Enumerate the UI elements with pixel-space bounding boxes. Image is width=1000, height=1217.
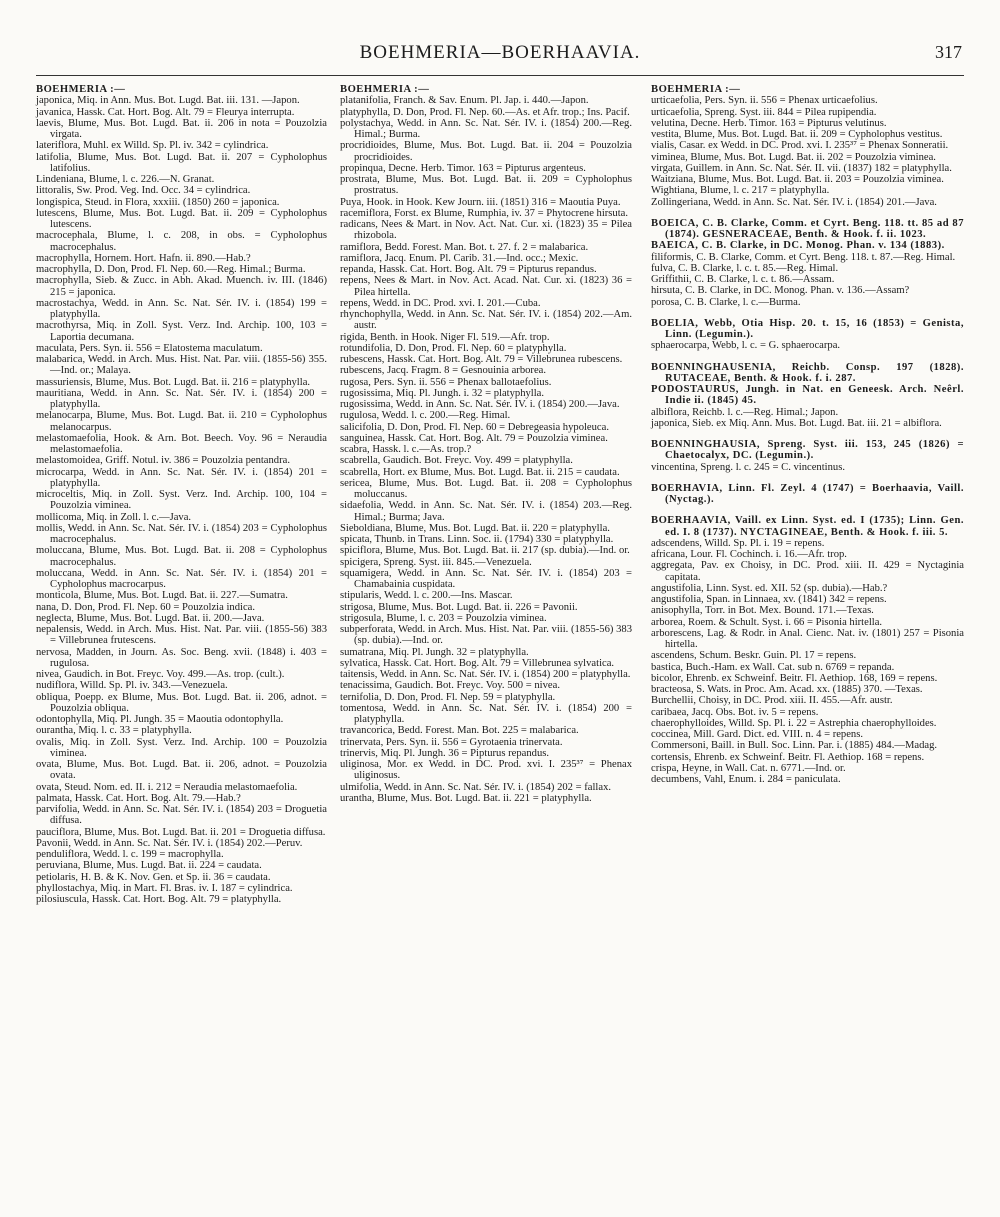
dictionary-entry: BOEHMERIA :— bbox=[340, 84, 430, 95]
dictionary-entry: bicolor, Ehrenb. ex Schweinf. Beitr. Fl. Aethiop. 168, 169 = repens. bbox=[651, 672, 938, 684]
dictionary-entry: hirsuta, C. B. Clarke, in DC. Monog. Phan. v. 136.—Assam? bbox=[651, 285, 910, 297]
dictionary-entry: filiformis, C. B. Clarke, Comm. et Cyrt. Beng. 118. t. 87.—Reg. Himal. bbox=[651, 251, 956, 263]
dictionary-entry: Pavonii, Wedd. in Ann. Sc. Nat. Sér. IV. i. (1854) 202.—Peruv. bbox=[36, 837, 303, 849]
dictionary-entry: BOERHAVIA, Linn. Fl. Zeyl. 4 (1747) = Boerhaavia, Vaill. (Nyctag.). bbox=[651, 482, 964, 505]
dictionary-entry: sylvatica, Hassk. Cat. Hort. Bog. Alt. 79 = Villebrunea sylvatica. bbox=[340, 657, 615, 669]
dictionary-entry: malabarica, Wedd. in Arch. Mus. Hist. Nat. Par. viii. (1855-56) 355.—Ind. or.; Malaya. bbox=[36, 354, 327, 377]
dictionary-entry: strigosula, Blume, l. c. 203 = Pouzolzia viminea. bbox=[340, 612, 547, 624]
dictionary-entry: virgata, Guillem. in Ann. Sc. Nat. Sér. II. vii. (1837) 182 = platyphylla. bbox=[651, 162, 952, 174]
dictionary-entry: petiolaris, H. B. & K. Nov. Gen. et Sp. ii. 36 = caudata. bbox=[36, 871, 271, 883]
dictionary-entry: parvifolia, Wedd. in Ann. Sc. Nat. Sér. IV. i. (1854) 203 = Droguetia diffusa. bbox=[36, 804, 327, 827]
dictionary-entry: BOELIA, Webb, Otia Hisp. 20. t. 15, 16 (1853) = Genista, Linn. (Legumin.). bbox=[651, 317, 964, 340]
dictionary-entry: sphaerocarpa, Webb, l. c. = G. sphaerocarpa. bbox=[651, 340, 841, 352]
dictionary-entry: bastica, Buch.-Ham. ex Wall. Cat. sub n. 6769 = repanda. bbox=[651, 661, 895, 673]
dictionary-entry: rubescens, Jacq. Fragm. 8 = Gesnouinia arborea. bbox=[340, 365, 547, 377]
dictionary-entry: rigida, Benth. in Hook. Niger Fl. 519.—Afr. trop. bbox=[340, 331, 550, 343]
dictionary-entry: nepalensis, Wedd. in Arch. Mus. Hist. Nat. Par. viii. (1855-56) 383 = Villebrunea frutescens. bbox=[36, 624, 327, 647]
dictionary-entry: lateriflora, Muhl. ex Willd. Sp. Pl. iv. 342 = cylindrica. bbox=[36, 140, 269, 152]
dictionary-entry: phyllostachya, Miq. in Mart. Fl. Bras. iv. I. 187 = cylindrica. bbox=[36, 882, 293, 894]
dictionary-entry: Griffithii, C. B. Clarke, l. c. t. 86.—Assam. bbox=[651, 274, 835, 285]
dictionary-entry: moluccana, Wedd. in Ann. Sc. Nat. Sér. IV. i. (1854) 201 = Cypholophus macrocarpus. bbox=[36, 567, 327, 590]
column-left bbox=[36, 84, 327, 905]
dictionary-entry: ascendens, Schum. Beskr. Guin. Pl. 17 = repens. bbox=[651, 650, 857, 662]
entry-block bbox=[651, 84, 964, 208]
dictionary-entry: adscendens, Willd. Sp. Pl. i. 19 = repens. bbox=[651, 537, 825, 549]
dictionary-entry: Lindeniana, Blume, l. c. 226.—N. Granat. bbox=[36, 174, 215, 185]
dictionary-entry: Wightiana, Blume, l. c. 217 = platyphylla. bbox=[651, 185, 830, 197]
dictionary-entry: sumatrana, Miq. Pl. Jungh. 32 = platyphylla. bbox=[340, 646, 529, 658]
dictionary-entry: arborescens, Lag. & Rodr. in Anal. Cienc. Nat. iv. (1801) 257 = Pisonia hirtella. bbox=[651, 627, 964, 650]
dictionary-entry: mollicoma, Miq. in Zoll. l. c.—Java. bbox=[36, 511, 192, 523]
dictionary-entry: palmata, Hassk. Cat. Hort. Bog. Alt. 79.—Hab.? bbox=[36, 792, 241, 804]
dictionary-entry: moluccana, Blume, Mus. Bot. Lugd. Bat. ii. 208 = Cypholophus macrocephalus. bbox=[36, 545, 327, 568]
dictionary-entry: repens, Nees & Mart. in Nov. Act. Acad. Nat. Cur. xi. (1823) 36 = Pilea hirtella. bbox=[340, 275, 632, 298]
dictionary-entry: mollis, Wedd. in Ann. Sc. Nat. Sér. IV. i. (1854) 203 = Cypholophus macrocephalus. bbox=[36, 522, 327, 545]
dictionary-entry: spicigera, Spreng. Syst. iii. 845.—Venezuela. bbox=[340, 556, 532, 568]
dictionary-entry: trinervata, Pers. Syn. ii. 556 = Gyrotaenia trinervata. bbox=[340, 736, 563, 748]
dictionary-entry: uliginosa, Mor. ex Wedd. in DC. Prod. xvi. I. 235³⁷ = Phenax uliginosus. bbox=[340, 759, 632, 782]
dictionary-entry: bracteosa, S. Wats. in Proc. Am. Acad. xx. (1885) 370. —Texas. bbox=[651, 684, 923, 695]
dictionary-entry: odontophylla, Miq. Pl. Jungh. 35 = Maoutia odontophylla. bbox=[36, 714, 284, 725]
dictionary-entry: Waitziana, Blume, Mus. Bot. Lugd. Bat. ii. 203 = Pouzolzia viminea. bbox=[651, 174, 944, 185]
dictionary-entry: urantha, Blume, Mus. Bot. Lugd. Bat. ii. 221 = platyphylla. bbox=[340, 792, 592, 804]
dictionary-entry: angustifolia, Span. in Linnaea, xv. (1841) 342 = repens. bbox=[651, 594, 887, 605]
dictionary-entry: japonica, Sieb. ex Miq. Ann. Mus. Bot. Lugd. Bat. iii. 21 = albiflora. bbox=[651, 417, 942, 429]
dictionary-entry: vialis, Casar. ex Wedd. in DC. Prod. xvi. I. 235³⁷ = Phenax Sonneratii. bbox=[651, 140, 949, 152]
entry-block bbox=[651, 439, 964, 473]
dictionary-entry: BOENNINGHAUSENIA, Reichb. Consp. 197 (1828). RUTACEAE, Benth. & Hook. f. i. 287. bbox=[651, 361, 964, 384]
dictionary-entry: rugosissima, Wedd. in Ann. Sc. Nat. Sér. IV. i. (1854) 200.—Java. bbox=[340, 399, 620, 410]
dictionary-entry: ourantha, Miq. l. c. 33 = platyphylla. bbox=[36, 725, 192, 737]
dictionary-entry: squamigera, Wedd. in Ann. Sc. Nat. Sér. IV. i. (1854) 203 = Chamabainia cuspidata. bbox=[340, 567, 632, 590]
dictionary-entry: chaerophylloides, Willd. Sp. Pl. i. 22 = Astrephia chaerophylloides. bbox=[651, 717, 937, 729]
dictionary-entry: crispa, Heyne, in Wall. Cat. n. 6771.—Ind. or. bbox=[651, 762, 846, 774]
entry-block bbox=[651, 218, 964, 308]
dictionary-entry: ovalis, Miq. in Zoll. Syst. Verz. Ind. Archip. 100 = Pouzolzia viminea. bbox=[36, 736, 327, 759]
dictionary-entry: japonica, Miq. in Ann. Mus. Bot. Lugd. Bat. iii. 131. —Japon. bbox=[36, 95, 300, 107]
running-title: BOEHMERIA—BOERHAAVIA. bbox=[359, 42, 641, 63]
dictionary-entry: tenacissima, Gaudich. Bot. Freyc. Voy. 500 = nivea. bbox=[340, 680, 560, 692]
dictionary-entry: PODOSTAURUS, Jungh. in Nat. en Geneesk. Arch. Neêrl. Indie ii. (1845) 45. bbox=[651, 384, 964, 407]
dictionary-entry: BOERHAAVIA, Vaill. ex Linn. Syst. ed. I (1735); Linn. Gen. ed. I. 8 (1737). NYCTAGINEAE, Benth. & Hook. f. iii. 5. bbox=[651, 515, 964, 538]
dictionary-entry: spiciflora, Blume, Mus. Bot. Lugd. Bat. ii. 217 (sp. dubia).—Ind. or. bbox=[340, 545, 630, 557]
dictionary-entry: macrostachya, Wedd. in Ann. Sc. Nat. Sér. IV. i. (1854) 199 = platyphylla. bbox=[36, 297, 327, 320]
column-right bbox=[651, 84, 964, 785]
entry-block bbox=[651, 318, 964, 352]
dictionary-entry: Puya, Hook. in Hook. Kew Journ. iii. (1851) 316 = Maoutia Puya. bbox=[340, 196, 621, 208]
dictionary-entry: nudiflora, Willd. Sp. Pl. iv. 343.—Venezuela. bbox=[36, 680, 228, 692]
header-rule bbox=[36, 75, 964, 76]
dictionary-entry: melastomoidea, Griff. Notul. iv. 386 = Pouzolzia pentandra. bbox=[36, 455, 290, 467]
dictionary-entry: mauritiana, Wedd. in Ann. Sc. Nat. Sér. IV. i. (1854) 200 = platyphylla. bbox=[36, 387, 327, 410]
dictionary-entry: arborea, Roem. & Schult. Syst. i. 66 = Pisonia hirtella. bbox=[651, 616, 883, 628]
dictionary-entry: fulva, C. B. Clarke, l. c. t. 85.—Reg. Himal. bbox=[651, 262, 839, 274]
dictionary-entry: massuriensis, Blume, Mus. Bot. Lugd. Bat. ii. 216 = platyphylla. bbox=[36, 376, 311, 388]
dictionary-entry: rubescens, Hassk. Cat. Hort. Bog. Alt. 79 = Villebrunea rubescens. bbox=[340, 354, 623, 365]
dictionary-entry: ternifolia, D. Don, Prod. Fl. Nep. 59 = platyphylla. bbox=[340, 691, 556, 703]
dictionary-entry: stipularis, Wedd. l. c. 200.—Ins. Mascar. bbox=[340, 590, 513, 602]
dictionary-entry: rugosa, Pers. Syn. ii. 556 = Phenax ballotaefolius. bbox=[340, 376, 552, 388]
dictionary-entry: rugulosa, Wedd. l. c. 200.—Reg. Himal. bbox=[340, 410, 511, 422]
dictionary-entry: sanguinea, Hassk. Cat. Hort. Bog. Alt. 79 = Pouzolzia viminea. bbox=[340, 432, 608, 444]
dictionary-entry: strigosa, Blume, Mus. Bot. Lugd. Bat. ii. 226 = Pavonii. bbox=[340, 601, 578, 613]
dictionary-entry: neglecta, Blume, Mus. Bot. Lugd. Bat. ii. 200.—Java. bbox=[36, 612, 265, 624]
dictionary-entry: littoralis, Sw. Prod. Veg. Ind. Occ. 34 = cylindrica. bbox=[36, 185, 251, 197]
dictionary-entry: rotundifolia, D. Don, Prod. Fl. Nep. 60 = platyphylla. bbox=[340, 342, 567, 354]
dictionary-entry: macrothyrsa, Miq. in Zoll. Syst. Verz. Ind. Archip. 100, 103 = Laportia decumana. bbox=[36, 320, 327, 343]
dictionary-entry: ovata, Steud. Nom. ed. II. i. 212 = Neraudia melastomaefolia. bbox=[36, 781, 298, 793]
dictionary-entry: viminea, Blume, Mus. Bot. Lugd. Bat. ii. 202 = Pouzolzia viminea. bbox=[651, 151, 936, 163]
dictionary-entry: caribaea, Jacq. Obs. Bot. iv. 5 = repens. bbox=[651, 706, 819, 718]
dictionary-entry: Zollingeriana, Wedd. in Ann. Sc. Nat. Sér. IV. i. (1854) 201.—Java. bbox=[651, 196, 937, 208]
dictionary-entry: rhynchophylla, Wedd. in Ann. Sc. Nat. Sér. IV. i. (1854) 202.—Am. austr. bbox=[340, 309, 632, 332]
dictionary-entry: ramiflora, Jacq. Enum. Pl. Carib. 31.—Ind. occ.; Mexic. bbox=[340, 252, 579, 264]
dictionary-entry: velutina, Decne. Herb. Timor. 163 = Pipturus velutinus. bbox=[651, 117, 887, 129]
dictionary-entry: maculata, Pers. Syn. ii. 556 = Elatostema maculatum. bbox=[36, 342, 263, 354]
dictionary-entry: penduliflora, Wedd. l. c. 199 = macrophylla. bbox=[36, 849, 224, 860]
dictionary-entry: rugosissima, Miq. Pl. Jungh. i. 32 = platyphylla. bbox=[340, 387, 545, 399]
dictionary-entry: microcarpa, Wedd. in Ann. Sc. Nat. Sér. IV. i. (1854) 201 = platyphylla. bbox=[36, 466, 327, 489]
dictionary-entry: procridioides, Blume, Mus. Bot. Lugd. Bat. ii. 204 = Pouzolzia procridioides. bbox=[340, 140, 632, 163]
entry-block bbox=[651, 483, 964, 506]
dictionary-entry: latifolia, Blume, Mus. Bot. Lugd. Bat. ii. 207 = Cypholophus latifolius. bbox=[36, 151, 327, 174]
dictionary-entry: porosa, C. B. Clarke, l. c.—Burma. bbox=[651, 296, 801, 308]
entry-block bbox=[651, 515, 964, 785]
dictionary-entry: coccinea, Mill. Gard. Dict. ed. VIII. n. 4 = repens. bbox=[651, 729, 863, 740]
dictionary-entry: subperforata, Wedd. in Arch. Mus. Hist. Nat. Par. viii. (1855-56) 383 (sp. dubia).—Ind. or. bbox=[340, 624, 632, 647]
dictionary-entry: anisophylla, Torr. in Bot. Mex. Bound. 171.—Texas. bbox=[651, 605, 874, 617]
dictionary-entry: sidaefolia, Wedd. in Ann. Sc. Nat. Sér. IV. i. (1854) 203.—Reg. Himal.; Burma; Java. bbox=[340, 500, 632, 523]
dictionary-entry: spicata, Thunb. in Trans. Linn. Soc. ii. (1794) 330 = platyphylla. bbox=[340, 534, 614, 545]
dictionary-entry: BOENNINGHAUSIA, Spreng. Syst. iii. 153, 245 (1826) = Chaetocalyx, DC. (Legumin.). bbox=[651, 439, 964, 462]
dictionary-entry: Burchellii, Choisy, in DC. Prod. xiii. II. 455.—Afr. austr. bbox=[651, 695, 893, 707]
dictionary-entry: javanica, Hassk. Cat. Hort. Bog. Alt. 79 = Fleurya interrupta. bbox=[36, 106, 295, 118]
dictionary-entry: scabrella, Gaudich. Bot. Freyc. Voy. 499 = platyphylla. bbox=[340, 455, 573, 467]
dictionary-entry: tomentosa, Wedd. in Ann. Sc. Nat. Sér. IV. i. (1854) 200 = platyphylla. bbox=[340, 702, 632, 725]
dictionary-entry: melanocarpa, Blume, Mus. Bot. Lugd. Bat. ii. 210 = Cypholophus melanocarpus. bbox=[36, 410, 327, 433]
entry-block bbox=[651, 362, 964, 430]
dictionary-entry: platyphylla, D. Don, Prod. Fl. Nep. 60.—As. et Afr. trop.; Ins. Pacif. bbox=[340, 106, 630, 118]
dictionary-entry: polystachya, Wedd. in Ann. Sc. Nat. Sér. IV. i. (1854) 200.—Reg. Himal.; Burma. bbox=[340, 117, 632, 140]
dictionary-entry: racemiflora, Forst. ex Blume, Rumphia, iv. 37 = Phytocrene hirsuta. bbox=[340, 207, 629, 219]
column-middle bbox=[340, 84, 632, 804]
dictionary-entry: decumbens, Vahl, Enum. i. 284 = paniculata. bbox=[651, 774, 841, 785]
entry-block bbox=[36, 84, 327, 905]
dictionary-entry: sericea, Blume, Mus. Bot. Lugd. Bat. ii. 208 = Cypholophus moluccanus. bbox=[340, 477, 632, 500]
page-header bbox=[0, 36, 1000, 66]
dictionary-entry: propinqua, Decne. Herb. Timor. 163 = Pipturus argenteus. bbox=[340, 162, 586, 174]
dictionary-entry: Sieboldiana, Blume, Mus. Bot. Lugd. Bat. ii. 220 = platyphylla. bbox=[340, 522, 610, 534]
dictionary-entry: BOEHMERIA :— bbox=[36, 84, 126, 95]
dictionary-entry: microceltis, Miq. in Zoll. Syst. Verz. Ind. Archip. 100, 104 = Pouzolzia viminea. bbox=[36, 489, 327, 512]
dictionary-entry: nivea, Gaudich. in Bot. Freyc. Voy. 499.—As. trop. (cult.). bbox=[36, 669, 285, 680]
dictionary-entry: platanifolia, Franch. & Sav. Enum. Pl. Jap. i. 440.—Japon. bbox=[340, 95, 589, 107]
dictionary-entry: travancorica, Bedd. Forest. Man. Bot. 225 = malabarica. bbox=[340, 725, 579, 737]
dictionary-entry: scabrella, Hort. ex Blume, Mus. Bot. Lugd. Bat. ii. 215 = caudata. bbox=[340, 466, 620, 478]
dictionary-entry: nana, D. Don, Prod. Fl. Nep. 60 = Pouzolzia indica. bbox=[36, 601, 255, 613]
dictionary-entry: melastomaefolia, Hook. & Arn. Bot. Beech. Voy. 96 = Neraudia melastomaefolia. bbox=[36, 432, 327, 455]
dictionary-entry: angustifolia, Linn. Syst. ed. XII. 52 (sp. dubia).—Hab.? bbox=[651, 582, 888, 594]
dictionary-entry: taitensis, Wedd. in Ann. Sc. Nat. Sér. IV. i. (1854) 200 = platyphylla. bbox=[340, 669, 631, 680]
dictionary-entry: BOEHMERIA :— bbox=[651, 84, 741, 95]
dictionary-entry: vestita, Blume, Mus. Bot. Lugd. Bat. ii. 209 = Cypholophus vestitus. bbox=[651, 129, 943, 140]
dictionary-entry: urticaefolia, Pers. Syn. ii. 556 = Phenax urticaefolius. bbox=[651, 95, 878, 107]
dictionary-entry: obliqua, Poepp. ex Blume, Mus. Bot. Lugd. Bat. ii. 206, adnot. = Pouzolzia obliqua. bbox=[36, 691, 327, 714]
dictionary-entry: laevis, Blume, Mus. Bot. Lugd. Bat. ii. 206 in nota = Pouzolzia virgata. bbox=[36, 117, 327, 140]
entry-block bbox=[340, 84, 632, 804]
dictionary-entry: nervosa, Madden, in Journ. As. Soc. Beng. xvii. (1848) i. 403 = rugulosa. bbox=[36, 646, 327, 669]
dictionary-entry: scabra, Hassk. l. c.—As. trop.? bbox=[340, 444, 472, 455]
dictionary-entry: repens, Wedd. in DC. Prod. xvi. I. 201.—Cuba. bbox=[340, 297, 541, 309]
dictionary-entry: africana, Lour. Fl. Cochinch. i. 16.—Afr. trop. bbox=[651, 549, 847, 560]
dictionary-entry: pilosiuscula, Hassk. Cat. Hort. Bog. Alt. 79 = platyphylla. bbox=[36, 894, 282, 905]
dictionary-entry: ulmifolia, Wedd. in Ann. Sc. Nat. Sér. IV. i. (1854) 202 = fallax. bbox=[340, 781, 612, 793]
dictionary-entry: peruviana, Blume, Mus. Lugd. Bat. ii. 224 = caudata. bbox=[36, 860, 262, 872]
page-number: 317 bbox=[935, 42, 962, 62]
dictionary-entry: cortensis, Ehrenb. ex Schweinf. Beitr. Fl. Aethiop. 168 = repens. bbox=[651, 751, 925, 763]
dictionary-entry: albiflora, Reichb. l. c.—Reg. Himal.; Japon. bbox=[651, 406, 839, 418]
dictionary-entry: ovata, Blume, Mus. Bot. Lugd. Bat. ii. 206, adnot. = Pouzolzia ovata. bbox=[36, 759, 327, 782]
dictionary-entry: pauciflora, Blume, Mus. Bot. Lugd. Bat. ii. 201 = Droguetia diffusa. bbox=[36, 826, 326, 838]
dictionary-entry: trinervis, Miq. Pl. Jungh. 36 = Pipturus repandus. bbox=[340, 747, 550, 759]
dictionary-entry: Commersoni, Baill. in Bull. Soc. Linn. Par. i. (1885) 484.—Madag. bbox=[651, 740, 938, 752]
dictionary-entry: macrocephala, Blume, l. c. 208, in obs. = Cypholophus macrocephalus. bbox=[36, 230, 327, 253]
dictionary-entry: BAEICA, C. B. Clarke, in DC. Monog. Phan. v. 134 (1883). bbox=[651, 240, 945, 252]
dictionary-entry: aggregata, Pav. ex Choisy, in DC. Prod. xiii. II. 429 = Nyctaginia capitata. bbox=[651, 560, 964, 583]
dictionary-entry: macrophylla, D. Don, Prod. Fl. Nep. 60.—Reg. Himal.; Burma. bbox=[36, 264, 306, 275]
dictionary-entry: vincentina, Spreng. l. c. 245 = C. vincentinus. bbox=[651, 461, 845, 473]
dictionary-entry: radicans, Nees & Mart. in Nov. Act. Nat. Cur. xi. (1823) 35 = Pilea rhizobola. bbox=[340, 219, 632, 242]
dictionary-entry: monticola, Blume, Mus. Bot. Lugd. Bat. ii. 227.—Sumatra. bbox=[36, 590, 288, 602]
dictionary-entry: prostrata, Blume, Mus. Bot. Lugd. Bat. ii. 209 = Cypholophus prostratus. bbox=[340, 174, 632, 197]
dictionary-entry: macrophylla, Sieb. & Zucc. in Abh. Akad. Muench. iv. III. (1846) 215 = japonica. bbox=[36, 275, 327, 298]
dictionary-entry: BOEICA, C. B. Clarke, Comm. et Cyrt. Beng. 118. tt. 85 ad 87 (1874). GESNERACEAE, Benth. & Hook. f. ii. 1023. bbox=[651, 217, 964, 240]
dictionary-entry: longispica, Steud. in Flora, xxxiii. (1850) 260 = japonica. bbox=[36, 196, 280, 208]
dictionary-entry: lutescens, Blume, Mus. Bot. Lugd. Bat. ii. 209 = Cypholophus lutescens. bbox=[36, 207, 327, 230]
dictionary-entry: repanda, Hassk. Cat. Hort. Bog. Alt. 79 = Pipturus repandus. bbox=[340, 264, 597, 275]
dictionary-entry: macrophylla, Hornem. Hort. Hafn. ii. 890.—Hab.? bbox=[36, 252, 251, 264]
dictionary-entry: salicifolia, D. Don, Prod. Fl. Nep. 60 = Debregeasia hypoleuca. bbox=[340, 421, 609, 433]
dictionary-entry: ramiflora, Bedd. Forest. Man. Bot. t. 27. f. 2 = malabarica. bbox=[340, 241, 589, 253]
dictionary-entry: urticaefolia, Spreng. Syst. iii. 844 = Pilea rupipendia. bbox=[651, 106, 877, 118]
